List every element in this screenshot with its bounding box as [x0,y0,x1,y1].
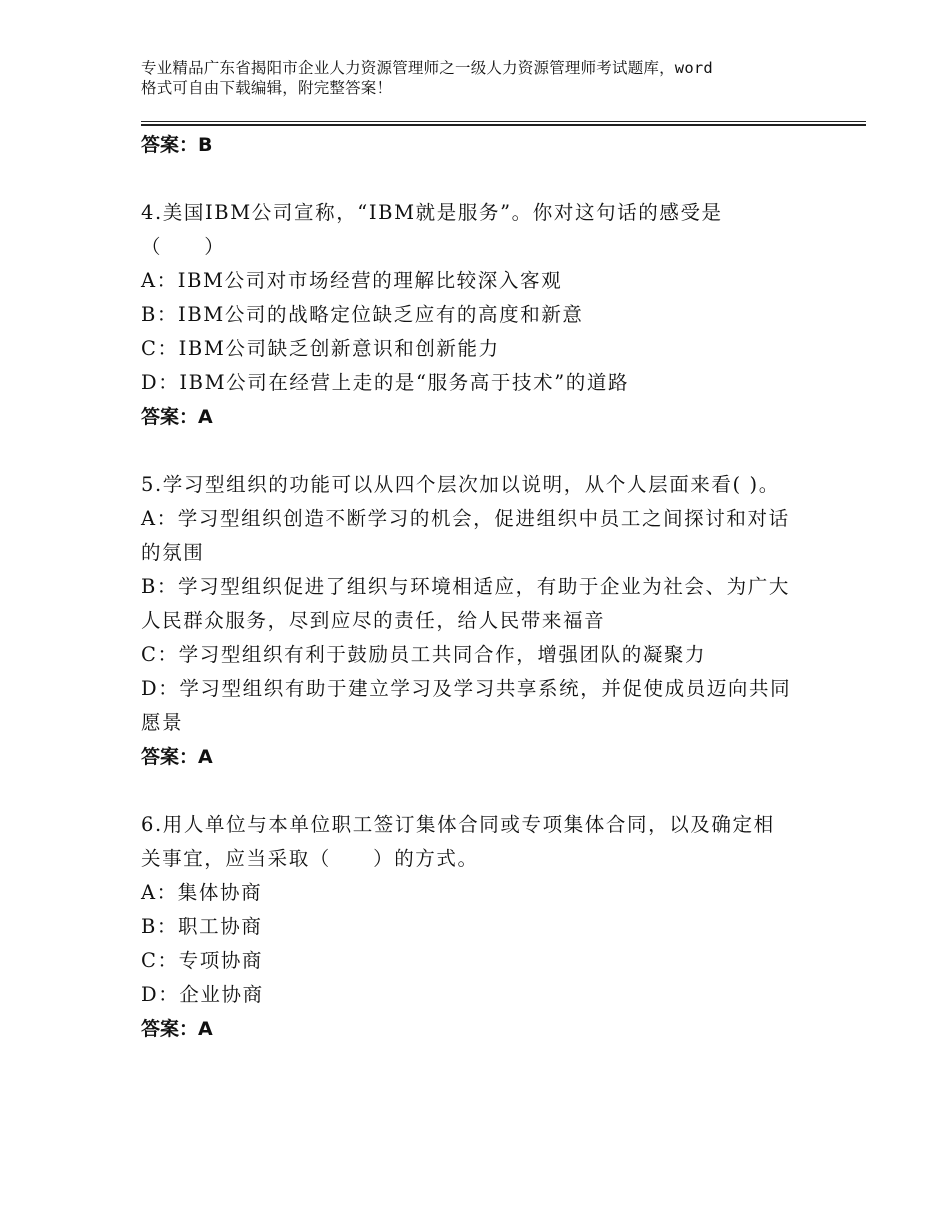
option-text: D：企业协商 [141,983,264,1006]
option-a [141,502,821,570]
option-c [141,944,821,978]
option-b [141,910,821,944]
header-line-1: 专业精品广东省揭阳市企业人力资源管理师之一级人力资源管理师考试题库，word [141,59,713,77]
option-a [141,876,821,910]
question-text-line: 关事宜，应当采取（ ）的方式。 [141,847,479,870]
option-text: 的氛围 [141,541,205,564]
question-text-line: 6.用人单位与本单位职工签订集体合同或专项集体合同，以及确定相 [141,813,775,836]
question-text-line: （ ） [141,235,226,258]
option-b [141,570,821,638]
option-a [141,264,821,298]
option-text: D：学习型组织有助于建立学习及学习共享系统，并促使成员迈向共同 [141,677,792,700]
option-d [141,366,821,400]
option-text: C：IBM公司缺乏创新意识和创新能力 [141,337,500,360]
question-text [141,468,821,502]
option-text: A：IBM公司对市场经营的理解比较深入客观 [141,269,563,292]
answer: 答案：A [141,746,213,768]
option-text: A：集体协商 [141,881,263,904]
option-c [141,638,821,672]
question-list [141,128,821,1046]
document-header [141,58,831,98]
option-text: C：专项协商 [141,949,264,972]
question-text-line: 4.美国IBM公司宣称，“IBM就是服务”。你对这句话的感受是 [141,201,723,224]
option-text: B：IBM公司的战略定位缺乏应有的高度和新意 [141,303,584,326]
question-5 [141,468,821,774]
option-text: 人民群众服务，尽到应尽的责任，给人民带来福音 [141,609,606,632]
option-b [141,298,821,332]
previous-answer: 答案：B [141,134,213,156]
option-text: D：IBM公司在经营上走的是“服务高于技术”的道路 [141,371,630,394]
question-text [141,196,821,264]
answer: 答案：A [141,406,213,428]
option-text: A：学习型组织创造不断学习的机会，促进组织中员工之间探讨和对话 [141,507,790,530]
option-d [141,978,821,1012]
header-divider [141,121,866,126]
header-line-2: 格式可自由下载编辑，附完整答案！ [141,79,393,97]
question-6 [141,808,821,1046]
option-text: B：职工协商 [141,915,263,938]
question-text-line: 5.学习型组织的功能可以从四个层次加以说明，从个人层面来看( )。 [141,473,780,496]
option-d [141,672,821,740]
option-text: B：学习型组织促进了组织与环境相适应，有助于企业为社会、为广大 [141,575,790,598]
question-text [141,808,821,876]
option-c [141,332,821,366]
option-text: 愿景 [141,711,184,734]
answer: 答案：A [141,1018,213,1040]
option-text: C：学习型组织有利于鼓励员工共同合作，增强团队的凝聚力 [141,643,707,666]
question-4 [141,196,821,434]
